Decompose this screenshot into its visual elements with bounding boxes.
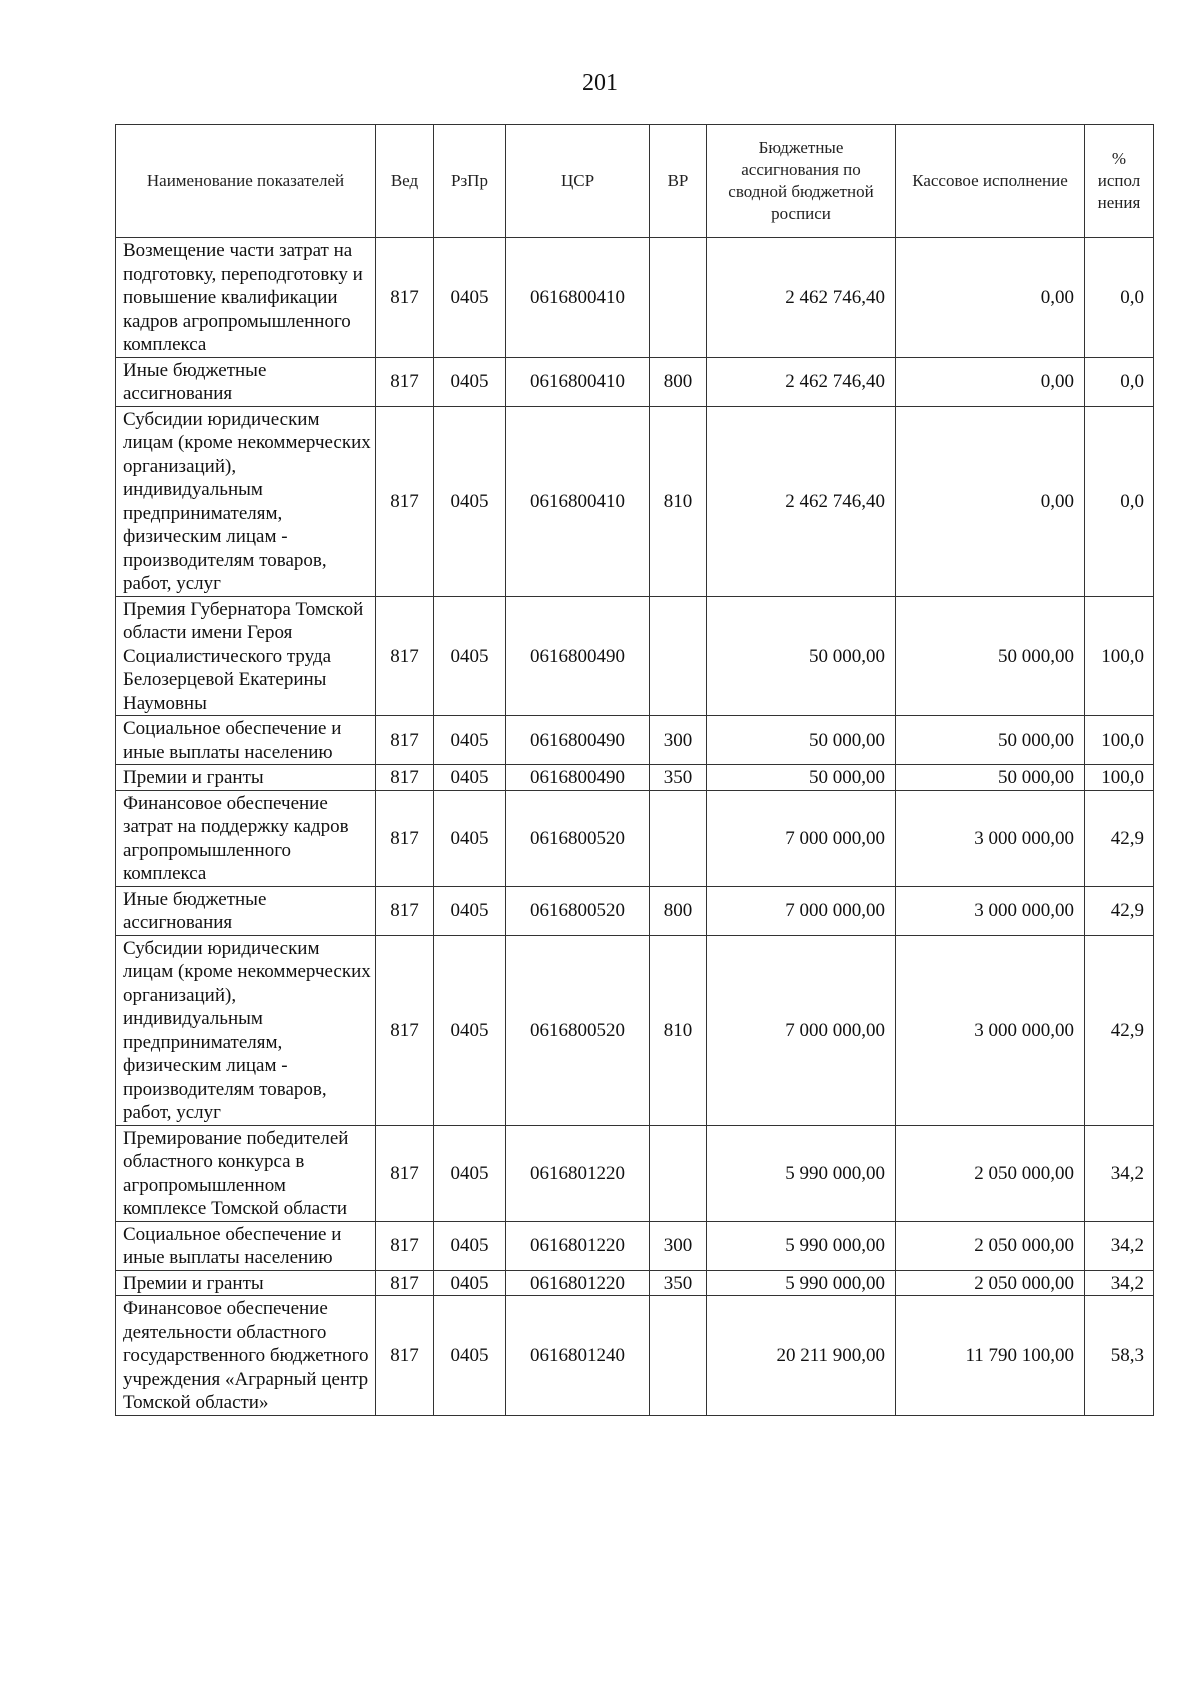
cell-name: Финансовое обеспечение деятельности областного государственного бюджетного учреждения «Аграрный центр Томской области» (116, 1296, 376, 1416)
cell-csr: 0616801220 (506, 1125, 650, 1221)
cell-vr: 350 (650, 765, 707, 791)
table-row (116, 790, 1154, 886)
cell-ved: 817 (376, 596, 434, 716)
cell-plan: 2 462 746,40 (707, 238, 896, 358)
cell-ved: 817 (376, 1296, 434, 1416)
cell-rzpr: 0405 (434, 765, 506, 791)
cell-rzpr: 0405 (434, 406, 506, 596)
cell-csr: 0616800410 (506, 238, 650, 358)
cell-plan: 20 211 900,00 (707, 1296, 896, 1416)
cell-vr (650, 1296, 707, 1416)
cell-fact: 2 050 000,00 (896, 1221, 1085, 1270)
cell-plan: 50 000,00 (707, 716, 896, 765)
cell-vr (650, 238, 707, 358)
table-row (116, 1125, 1154, 1221)
cell-fact: 3 000 000,00 (896, 935, 1085, 1125)
cell-name: Социальное обеспечение и иные выплаты населению (116, 1221, 376, 1270)
cell-pct: 0,0 (1085, 357, 1154, 406)
cell-rzpr: 0405 (434, 790, 506, 886)
table-row (116, 886, 1154, 935)
header-rzpr: РзПр (434, 125, 506, 238)
cell-fact: 0,00 (896, 406, 1085, 596)
cell-vr: 300 (650, 1221, 707, 1270)
cell-fact: 3 000 000,00 (896, 886, 1085, 935)
cell-ved: 817 (376, 790, 434, 886)
cell-pct: 58,3 (1085, 1296, 1154, 1416)
cell-pct: 42,9 (1085, 935, 1154, 1125)
cell-rzpr: 0405 (434, 935, 506, 1125)
cell-plan: 5 990 000,00 (707, 1221, 896, 1270)
cell-fact: 11 790 100,00 (896, 1296, 1085, 1416)
cell-plan: 7 000 000,00 (707, 886, 896, 935)
cell-rzpr: 0405 (434, 886, 506, 935)
cell-pct: 34,2 (1085, 1125, 1154, 1221)
cell-rzpr: 0405 (434, 1296, 506, 1416)
cell-vr (650, 596, 707, 716)
cell-fact: 3 000 000,00 (896, 790, 1085, 886)
cell-vr (650, 790, 707, 886)
cell-csr: 0616800490 (506, 765, 650, 791)
cell-rzpr: 0405 (434, 1270, 506, 1296)
cell-rzpr: 0405 (434, 1221, 506, 1270)
cell-fact: 2 050 000,00 (896, 1270, 1085, 1296)
cell-fact: 0,00 (896, 357, 1085, 406)
cell-ved: 817 (376, 886, 434, 935)
cell-csr: 0616801220 (506, 1221, 650, 1270)
cell-name: Субсидии юридическим лицам (кроме некоммерческих организаций), индивидуальным предпринимателям, физическим лицам - производителям товаров, работ, услуг (116, 406, 376, 596)
cell-csr: 0616800520 (506, 790, 650, 886)
cell-rzpr: 0405 (434, 238, 506, 358)
table-row (116, 1296, 1154, 1416)
table-row (116, 596, 1154, 716)
cell-csr: 0616800520 (506, 935, 650, 1125)
cell-name: Возмещение части затрат на подготовку, переподготовку и повышение квалификации кадров агропромышленного комплекса (116, 238, 376, 358)
cell-name: Иные бюджетные ассигнования (116, 886, 376, 935)
table-row (116, 716, 1154, 765)
cell-pct: 0,0 (1085, 238, 1154, 358)
cell-plan: 7 000 000,00 (707, 790, 896, 886)
cell-plan: 7 000 000,00 (707, 935, 896, 1125)
cell-name: Субсидии юридическим лицам (кроме некоммерческих организаций), индивидуальным предпринимателям, физическим лицам - производителям товаров, работ, услуг (116, 935, 376, 1125)
table-header-row (116, 125, 1154, 238)
table-row (116, 765, 1154, 791)
cell-vr: 800 (650, 886, 707, 935)
table-row (116, 357, 1154, 406)
cell-vr: 810 (650, 935, 707, 1125)
cell-csr: 0616800410 (506, 357, 650, 406)
table-row (116, 1221, 1154, 1270)
header-name: Наименование показателей (116, 125, 376, 238)
cell-vr: 800 (650, 357, 707, 406)
table-row (116, 238, 1154, 358)
cell-plan: 2 462 746,40 (707, 357, 896, 406)
header-plan: Бюджетные ассигнования по сводной бюджетной росписи (707, 125, 896, 238)
table-row (116, 406, 1154, 596)
cell-csr: 0616801240 (506, 1296, 650, 1416)
cell-pct: 100,0 (1085, 716, 1154, 765)
cell-vr (650, 1125, 707, 1221)
cell-csr: 0616800520 (506, 886, 650, 935)
cell-fact: 0,00 (896, 238, 1085, 358)
cell-plan: 5 990 000,00 (707, 1125, 896, 1221)
cell-vr: 810 (650, 406, 707, 596)
header-ved: Вед (376, 125, 434, 238)
cell-pct: 100,0 (1085, 765, 1154, 791)
cell-plan: 50 000,00 (707, 765, 896, 791)
cell-name: Премии и гранты (116, 765, 376, 791)
table-row (116, 1270, 1154, 1296)
cell-csr: 0616800410 (506, 406, 650, 596)
cell-fact: 50 000,00 (896, 596, 1085, 716)
cell-fact: 2 050 000,00 (896, 1125, 1085, 1221)
cell-ved: 817 (376, 1125, 434, 1221)
header-fact: Кассовое исполнение (896, 125, 1085, 238)
table-row (116, 935, 1154, 1125)
cell-rzpr: 0405 (434, 357, 506, 406)
cell-fact: 50 000,00 (896, 765, 1085, 791)
cell-name: Премия Губернатора Томской области имени Героя Социалистического труда Белозерцевой Екатерины Наумовны (116, 596, 376, 716)
cell-name: Финансовое обеспечение затрат на поддержку кадров агропромышленного комплекса (116, 790, 376, 886)
cell-pct: 34,2 (1085, 1270, 1154, 1296)
cell-ved: 817 (376, 765, 434, 791)
cell-ved: 817 (376, 238, 434, 358)
cell-name: Социальное обеспечение и иные выплаты населению (116, 716, 376, 765)
cell-pct: 42,9 (1085, 886, 1154, 935)
header-pct: % испол нения (1085, 125, 1154, 238)
cell-plan: 2 462 746,40 (707, 406, 896, 596)
cell-csr: 0616800490 (506, 716, 650, 765)
cell-vr: 350 (650, 1270, 707, 1296)
cell-csr: 0616801220 (506, 1270, 650, 1296)
cell-ved: 817 (376, 935, 434, 1125)
cell-ved: 817 (376, 1270, 434, 1296)
budget-execution-table (115, 124, 1154, 1416)
cell-ved: 817 (376, 357, 434, 406)
cell-ved: 817 (376, 716, 434, 765)
cell-pct: 34,2 (1085, 1221, 1154, 1270)
cell-rzpr: 0405 (434, 716, 506, 765)
cell-plan: 5 990 000,00 (707, 1270, 896, 1296)
cell-rzpr: 0405 (434, 596, 506, 716)
cell-pct: 100,0 (1085, 596, 1154, 716)
cell-csr: 0616800490 (506, 596, 650, 716)
cell-vr: 300 (650, 716, 707, 765)
cell-pct: 0,0 (1085, 406, 1154, 596)
cell-plan: 50 000,00 (707, 596, 896, 716)
cell-fact: 50 000,00 (896, 716, 1085, 765)
cell-ved: 817 (376, 406, 434, 596)
cell-pct: 42,9 (1085, 790, 1154, 886)
header-csr: ЦСР (506, 125, 650, 238)
page-number: 201 (582, 70, 618, 96)
cell-name: Премирование победителей областного конкурса в агропромышленном комплексе Томской области (116, 1125, 376, 1221)
cell-ved: 817 (376, 1221, 434, 1270)
cell-name: Иные бюджетные ассигнования (116, 357, 376, 406)
cell-rzpr: 0405 (434, 1125, 506, 1221)
header-vr: ВР (650, 125, 707, 238)
cell-name: Премии и гранты (116, 1270, 376, 1296)
